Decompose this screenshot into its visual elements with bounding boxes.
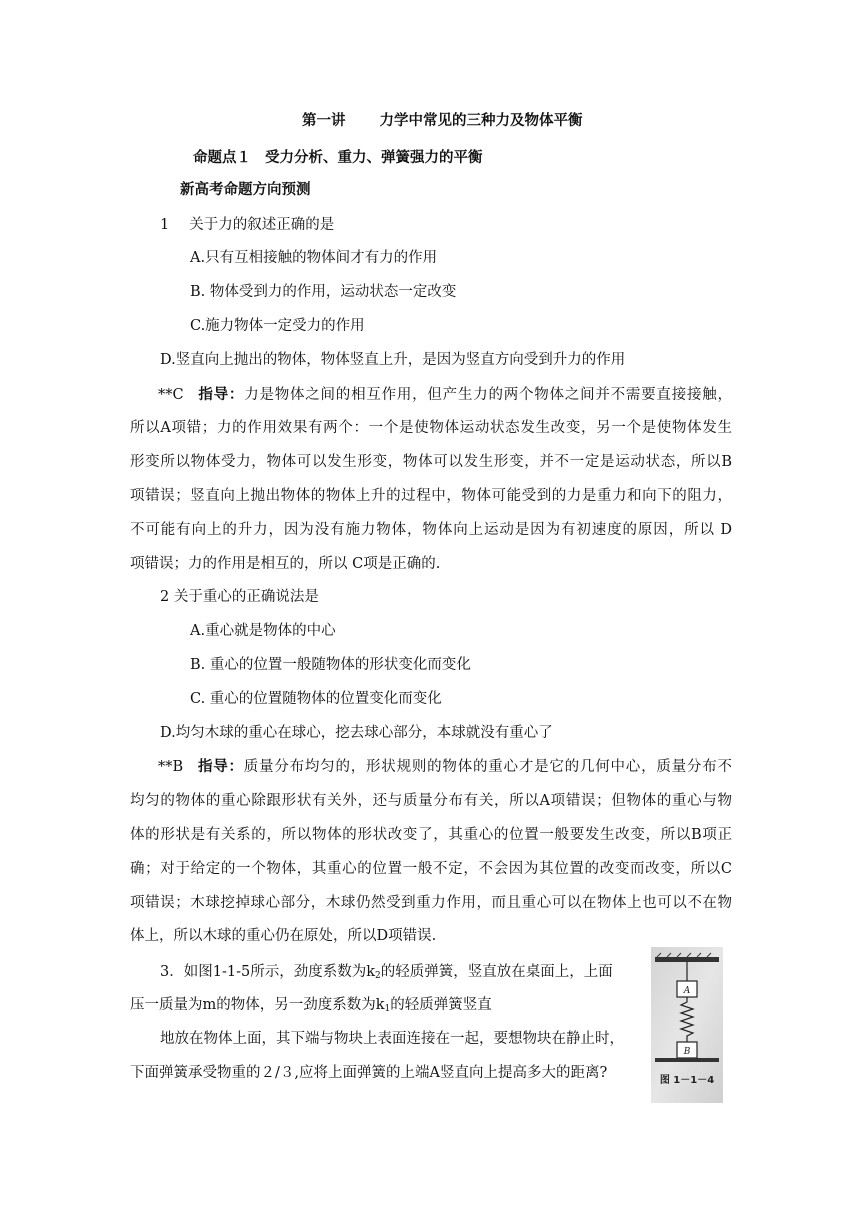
question-1-option-c: C.施力物体一定受力的作用 <box>190 318 365 334</box>
answer-1-line-2: 所以A项错；力的作用效果有两个：一个是使物体运动状态发生改变，另一个是使物体发生 <box>130 420 732 436</box>
topic-label: 命题点１ <box>193 150 251 166</box>
answer-2-line-1 <box>130 757 732 777</box>
question-3-text-c: 压一质量为m的物体，另一劲度系数为k <box>130 997 385 1013</box>
spring-block-diagram <box>651 947 723 1103</box>
answer-1-line-6: 项错误；力的作用是相互的，所以 C项是正确的. <box>130 556 441 572</box>
answer-1-line-4: 项错误；竖直向上抛出物体的物体上升的过程中，物体可能受到的力是重力和向下的阻力， <box>130 488 732 504</box>
question-1-stem <box>160 215 334 235</box>
lecture-title <box>302 111 583 131</box>
topic-text: 受力分析、重力、弹簧强力的平衡 <box>265 150 483 166</box>
block-b-label: B <box>683 1047 691 1057</box>
question-1-option-a: A.只有互相接触的物体间才有力的作用 <box>190 250 438 266</box>
answer-2-line-5: 项错误；木球挖掉球心部分，木球仍然受到重力作用，而且重心可以在物体上也可以不在物 <box>130 895 732 911</box>
question-3-text-b: 的轻质弹簧，竖直放在桌面上，上面 <box>380 964 613 980</box>
question-1-option-b: B. 物体受到力的作用，运动状态一定改变 <box>190 284 457 300</box>
question-3-text-d: 的轻质弹簧竖直 <box>390 997 492 1013</box>
section-heading: 新高考命题方向预测 <box>180 182 311 198</box>
question-2-stem: 2 关于重心的正确说法是 <box>160 589 319 605</box>
answer-2-text: 质量分布均匀的，形状规则的物体的重心才是它的几何中心，质量分布不 <box>243 759 732 775</box>
k1-subscript: 1 <box>384 1004 391 1014</box>
question-3-line-2 <box>130 995 492 1019</box>
answer-2-line-3: 体的形状是有关系的，所以物体的形状改变了，其重心的位置一般要发生改变，所以B项正 <box>130 827 732 843</box>
question-3-line-4: 下面弹簧承受物重的２/３,应将上面弹簧的上端A竖直向上提高多大的距离? <box>130 1065 608 1081</box>
answer-2-line-2: 均匀的物体的重心除跟形状有关外，还与质量分布有关，所以A项错误；但物体的重心与物 <box>130 793 732 809</box>
k2-subscript: 2 <box>375 971 381 981</box>
question-2-option-b: B. 重心的位置一般随物体的形状变化而变化 <box>190 657 471 673</box>
answer-1-line-5: 不可能有向上的升力，因为没有施力物体，物体向上运动是因为有初速度的原因，所以 D <box>130 522 732 538</box>
block-a-label: A <box>683 986 691 996</box>
answer-2-line-6: 体上，所以木球的重心仍在原处，所以D项错误. <box>130 928 437 944</box>
spring-figure <box>651 947 723 1103</box>
answer-1-guide-label: 指导： <box>197 387 245 403</box>
question-2-option-a: A.重心就是物体的中心 <box>190 623 336 639</box>
lecture-number: 第一讲 <box>302 113 346 129</box>
answer-2-key: **B <box>158 759 184 775</box>
question-1-option-d: D.竖直向上抛出的物体，物体竖直上升，是因为竖直方向受到升力的作用 <box>160 352 626 368</box>
question-2-option-d: D.均匀木球的重心在球心，挖去球心部分，本球就没有重心了 <box>160 725 553 741</box>
topic-point <box>193 148 483 168</box>
question-3-text-a: 3．如图1-1-5所示，劲度系数为k <box>160 964 375 980</box>
question-3-line-1 <box>160 962 613 986</box>
answer-1-key: **C <box>158 387 184 403</box>
answer-2-guide-label: 指导： <box>197 759 244 775</box>
answer-1-line-1 <box>130 385 732 405</box>
lecture-topic: 力学中常见的三种力及物体平衡 <box>379 113 583 129</box>
answer-1-text: 力是物体之间的相互作用，但产生力的两个物体之间并不需要直接接触， <box>244 387 733 403</box>
figure-caption: 图 1－1－4 <box>659 1075 715 1086</box>
question-1-number: 1 <box>160 217 170 233</box>
question-2-option-c: C. 重心的位置随物体的位置变化而变化 <box>190 691 442 707</box>
answer-1-line-3: 形变所以物体受力，物体可以发生形变，物体可以发生形变，并不一定是运动状态，所以B <box>130 454 732 470</box>
question-3-line-3: 地放在物体上面，其下端与物块上表面连接在一起，要想物块在静止时， <box>160 1031 624 1047</box>
question-1-text: 关于力的叙述正确的是 <box>189 217 335 233</box>
answer-2-line-4: 确；对于给定的一个物体，其重心的位置一般不定，不会因为其位置的改变而改变，所以C <box>130 861 732 877</box>
